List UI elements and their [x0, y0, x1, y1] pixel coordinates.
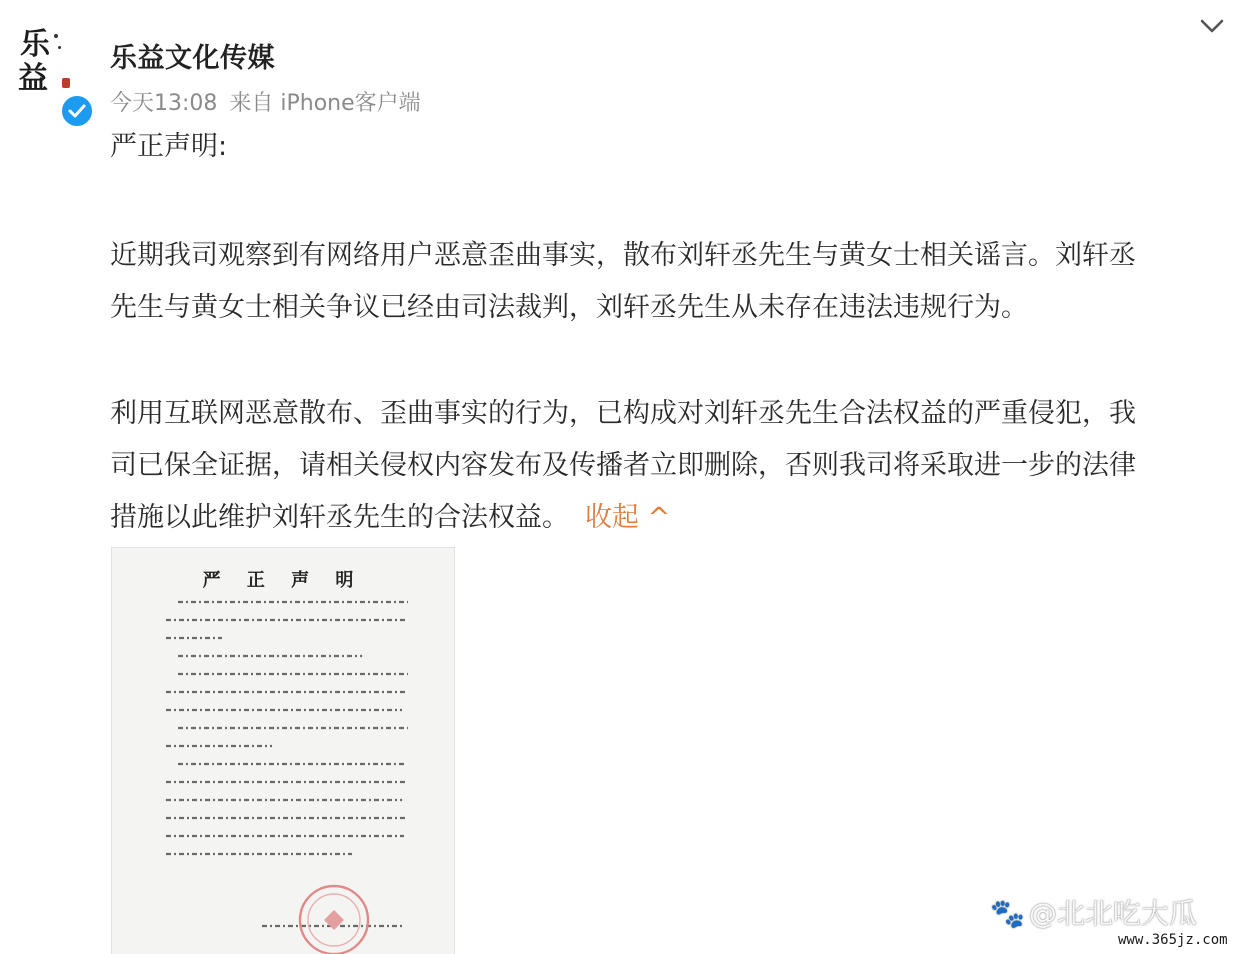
statement-paragraph-2: [110, 388, 1136, 544]
statement-paragraph-1: [110, 230, 1136, 334]
chevron-down-icon[interactable]: [1196, 14, 1228, 38]
watermark-handle-text: @北北吃大瓜: [1028, 897, 1197, 930]
collapse-label: 收起: [585, 502, 639, 533]
document-text-lines: [112, 548, 454, 954]
verified-check-icon: [60, 94, 94, 128]
watermark-handle: [990, 892, 1197, 932]
avatar-logo: [14, 26, 80, 104]
paragraph-line: 司已保全证据，请相关侵权内容发布及传播者立即删除，否则我司将采取进一步的法律: [110, 450, 1136, 481]
avatar-decoration: [54, 34, 58, 38]
paragraph-line: 近期我司观察到有网络用户恶意歪曲事实，散布刘轩丞先生与黄女士相关谣言。刘轩丞: [110, 240, 1136, 271]
paragraph-line: 措施以此维护刘轩丞先生的合法权益。: [110, 502, 569, 533]
attached-document-image[interactable]: [112, 548, 454, 954]
red-seal-stamp: [300, 886, 368, 954]
collapse-button[interactable]: [585, 502, 670, 533]
post-source: 来自 iPhone客户端: [229, 91, 421, 116]
watermark: [990, 890, 1230, 950]
avatar-seal: [62, 78, 70, 88]
post-meta: [110, 86, 421, 117]
document-title: 严 正 声 明: [202, 570, 364, 591]
chevron-up-icon: ^: [647, 502, 671, 533]
watermark-url: www.365jz.com: [1118, 932, 1228, 948]
account-name[interactable]: 乐益文化传媒: [110, 43, 275, 74]
paragraph-line: 先生与黄女士相关争议已经由司法裁判，刘轩丞先生从未存在违法违规行为。: [110, 292, 1028, 323]
avatar[interactable]: [14, 26, 86, 122]
avatar-char-1: 乐: [20, 27, 50, 62]
paw-icon: 🐾: [990, 897, 1025, 930]
avatar-decoration: [58, 46, 61, 49]
statement-title: 严正声明:: [110, 131, 228, 162]
avatar-char-2: 益: [18, 61, 48, 96]
post-timestamp[interactable]: 今天13:08: [110, 91, 218, 116]
post-body: [110, 126, 1220, 533]
paragraph-line: 利用互联网恶意散布、歪曲事实的行为，已构成对刘轩丞先生合法权益的严重侵犯，我: [110, 398, 1136, 429]
